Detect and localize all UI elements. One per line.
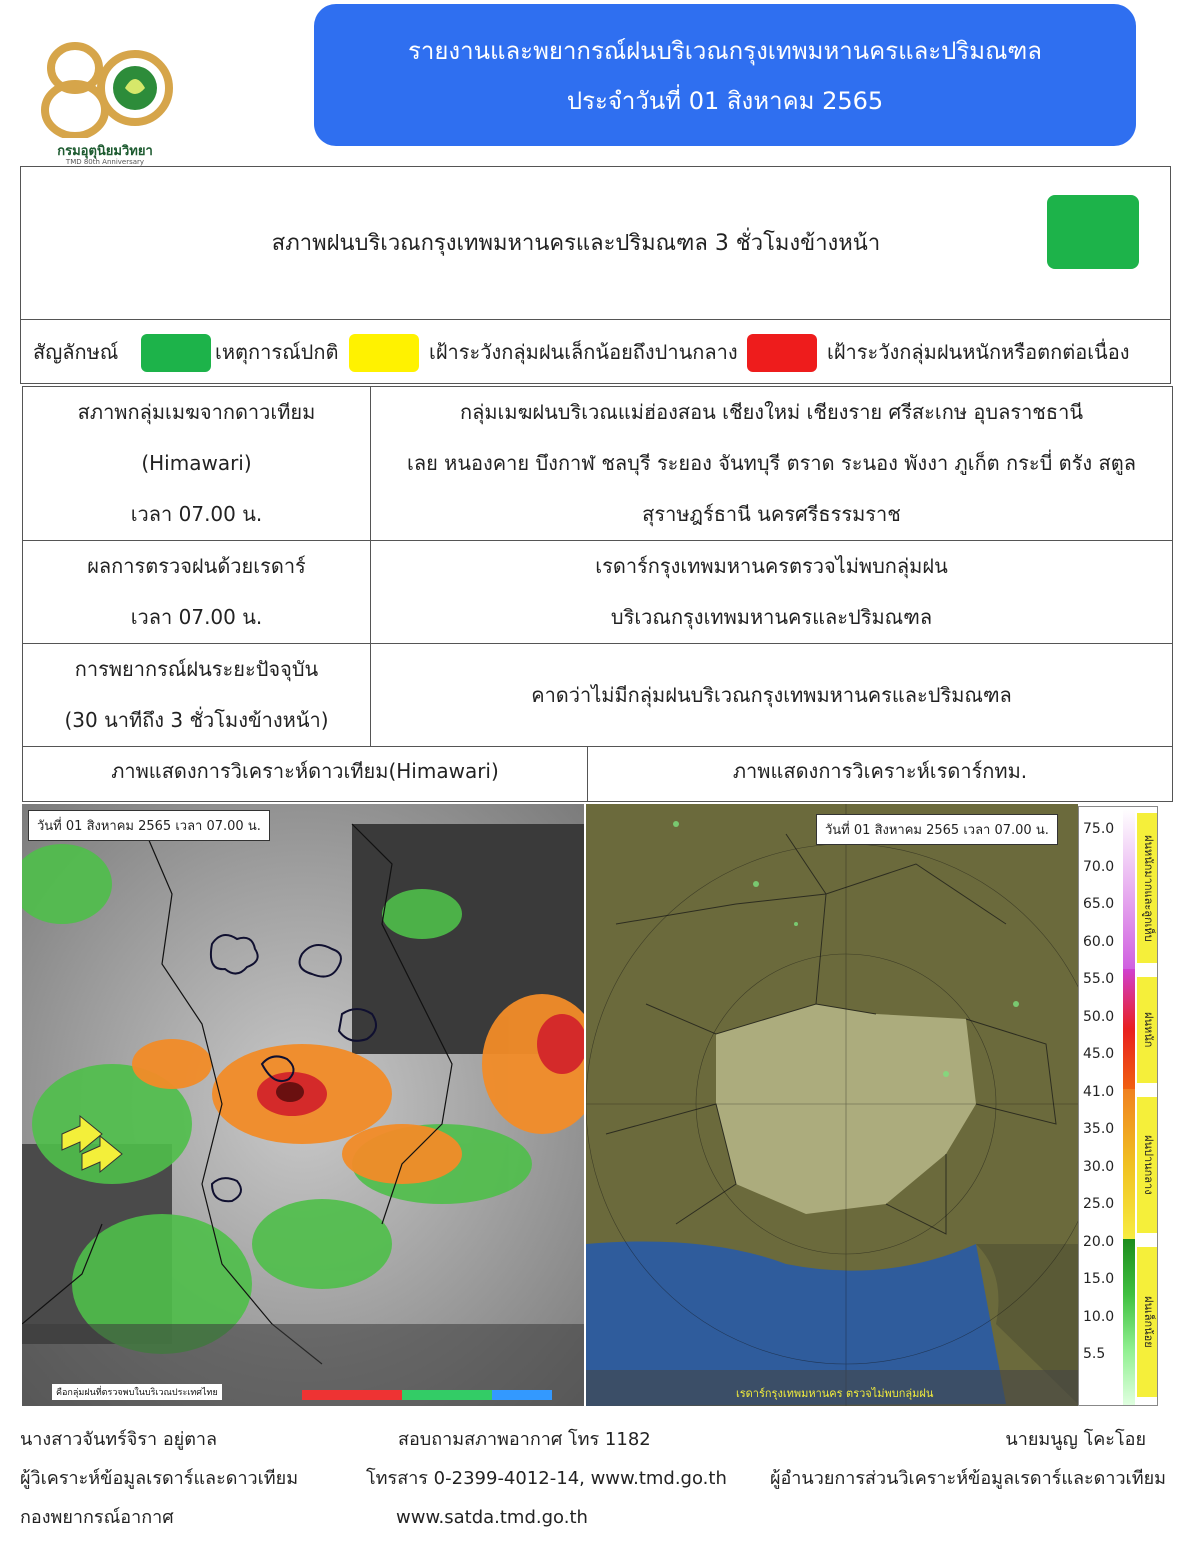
tmd-80th-logo (30, 38, 180, 168)
image-headers (22, 746, 1173, 802)
satellite-label: สภาพกลุ่มเมฆจากดาวเทียม (77, 400, 316, 424)
forecast-label-cell (23, 644, 371, 747)
legend-label: สัญลักษณ์ (33, 340, 119, 364)
scale-tick: 50.0 (1083, 1008, 1115, 1025)
radar-dbz-scale (1078, 806, 1158, 1406)
table-row-forecast (23, 644, 1173, 747)
satellite-value-line-3: สุราษฎร์ธานี นครศรีธรรมราช (642, 502, 901, 526)
scale-label-light: ฝนเล็กน้อย (1137, 1247, 1157, 1397)
rain-status-box (20, 166, 1171, 320)
satellite-map-graphic (22, 804, 584, 1406)
scale-tick: 75.0 (1083, 821, 1115, 837)
scale-tick: 35.0 (1083, 1121, 1115, 1137)
satellite-value-cell (371, 387, 1173, 541)
scale-tick: 65.0 (1083, 896, 1115, 912)
legend-text-normal: เหตุการณ์ปกติ (215, 340, 339, 364)
contact-satda-web: www.satda.tmd.go.th (396, 1507, 588, 1528)
scale-bar-moderate (1123, 1089, 1135, 1239)
satellite-source: (Himawari) (141, 451, 252, 475)
contact-fax-web: โทรสาร 0-2399-4012-14, www.tmd.go.th (366, 1468, 727, 1489)
logo-subtitle: TMD 80th Anniversary (65, 158, 145, 166)
satellite-value-line-2: เลย หนองคาย บึงกาฬ ชลบุรี ระยอง จันทบุรี ตราด ระนอง พังงา ภูเก็ต กระบี่ ตรัง สตูล (407, 451, 1136, 475)
satellite-value-line-1: กลุ่มเมฆฝนบริเวณแม่ฮ่องสอน เชียงใหม่ เชียงราย ศรีสะเกษ อุบลราชธานี (460, 400, 1083, 424)
scale-label-moderate: ฝนปานกลาง (1137, 1097, 1157, 1233)
forecast-value: คาดว่าไม่มีกลุ่มฝนบริเวณกรุงเทพมหานครและปริมณฑล (531, 682, 1012, 707)
table-row-radar (23, 541, 1173, 644)
footer-contact (366, 1420, 727, 1537)
forecast-label: การพยากรณ์ฝนระยะปัจจุบัน (74, 657, 319, 681)
legend-text-heavy: เฝ้าระวังกลุ่มฝนหนักหรือตกต่อเนื่อง (827, 340, 1130, 364)
scale-label-hail: ฝนหนักมากและลูกเห็บ (1137, 813, 1157, 963)
report-title: รายงานและพยากรณ์ฝนบริเวณกรุงเทพมหานครและปริมณฑล (407, 37, 1043, 65)
scale-bar-hail (1123, 809, 1135, 969)
radar-note: เรดาร์กรุงเทพมหานคร ตรวจไม่พบกลุ่มฝน (736, 1387, 934, 1400)
radar-value-cell (371, 541, 1173, 644)
scale-tick: 25.0 (1083, 1196, 1115, 1212)
analyst-division: กองพยากรณ์อากาศ (20, 1507, 174, 1528)
radar-map-graphic (586, 804, 1078, 1406)
rain-status-title: สภาพฝนบริเวณกรุงเทพมหานครและปริมณฑล 3 ชั่วโมงข้างหน้า (271, 231, 881, 256)
radar-image-header: ภาพแสดงการวิเคราะห์เรดาร์กทม. (587, 746, 1173, 802)
radar-label-cell (23, 541, 371, 644)
footer-director (760, 1420, 1166, 1498)
radar-time: เวลา 07.00 น. (130, 605, 263, 629)
forecast-range: (30 นาทีถึง 3 ชั่วโมงข้างหน้า) (64, 708, 329, 732)
satellite-label-cell (23, 387, 371, 541)
legend-swatch-heavy (747, 334, 817, 372)
scale-bar-heavy (1123, 969, 1135, 1089)
footer-analyst (20, 1420, 298, 1537)
analyst-position: ผู้วิเคราะห์ข้อมูลเรดาร์และดาวเทียม (20, 1468, 299, 1489)
radar-value-line-1: เรดาร์กรุงเทพมหานครตรวจไม่พบกลุ่มฝน (595, 554, 948, 578)
report-banner (314, 4, 1136, 146)
radar-label: ผลการตรวจฝนด้วยเรดาร์ (87, 554, 306, 578)
rain-status-indicator (1047, 195, 1139, 269)
radar-timestamp: วันที่ 01 สิงหาคม 2565 เวลา 07.00 น. (816, 814, 1058, 845)
director-position: ผู้อำนวยการส่วนวิเคราะห์ข้อมูลเรดาร์และดาวเทียม (769, 1468, 1166, 1489)
analyst-name: นางสาวจันทร์จิรา อยู่ตาล (20, 1429, 218, 1450)
table-row-satellite (23, 387, 1173, 541)
forecast-value-cell (371, 644, 1173, 747)
radar-image (586, 804, 1078, 1406)
radar-value-line-2: บริเวณกรุงเทพมหานครและปริมณฑล (610, 605, 933, 629)
scale-tick: 10.0 (1083, 1308, 1115, 1325)
scale-label-heavy: ฝนหนัก (1137, 977, 1157, 1083)
scale-tick: 70.0 (1083, 858, 1115, 875)
scale-tick: 41.0 (1083, 1083, 1115, 1100)
legend-text-moderate: เฝ้าระวังกลุ่มฝนเล็กน้อยถึงปานกลาง (429, 340, 738, 364)
legend-swatch-moderate (349, 334, 419, 372)
report-date: ประจำวันที่ 01 สิงหาคม 2565 (566, 87, 884, 115)
logo-org-name: กรมอุตุนิยมวิทยา (57, 144, 153, 159)
satellite-image (22, 804, 584, 1406)
director-name: นายมนูญ โคะโอย (1005, 1429, 1146, 1450)
scale-tick: 5.5 (1083, 1346, 1106, 1362)
satellite-time: เวลา 07.00 น. (130, 502, 263, 526)
legend-swatch-normal (141, 334, 211, 372)
scale-tick: 55.0 (1083, 971, 1115, 987)
scale-tick: 45.0 (1083, 1046, 1115, 1062)
symbol-legend (20, 320, 1171, 384)
scale-tick: 15.0 (1083, 1271, 1115, 1287)
rain-info-table (22, 386, 1173, 747)
scale-tick: 60.0 (1083, 933, 1115, 950)
scale-tick: 20.0 (1083, 1233, 1115, 1250)
scale-bar-light (1123, 1239, 1135, 1405)
satellite-timestamp: วันที่ 01 สิงหาคม 2565 เวลา 07.00 น. (28, 810, 270, 841)
scale-tick: 30.0 (1083, 1158, 1115, 1175)
logo-emblem-icon (30, 38, 180, 138)
contact-phone: สอบถามสภาพอากาศ โทร 1182 (398, 1429, 651, 1450)
satellite-legend-label: คือกลุ่มฝนที่ตรวจพบในบริเวณประเทศไทย (52, 1384, 222, 1400)
satellite-image-header: ภาพแสดงการวิเคราะห์ดาวเทียม(Himawari) (22, 746, 588, 802)
